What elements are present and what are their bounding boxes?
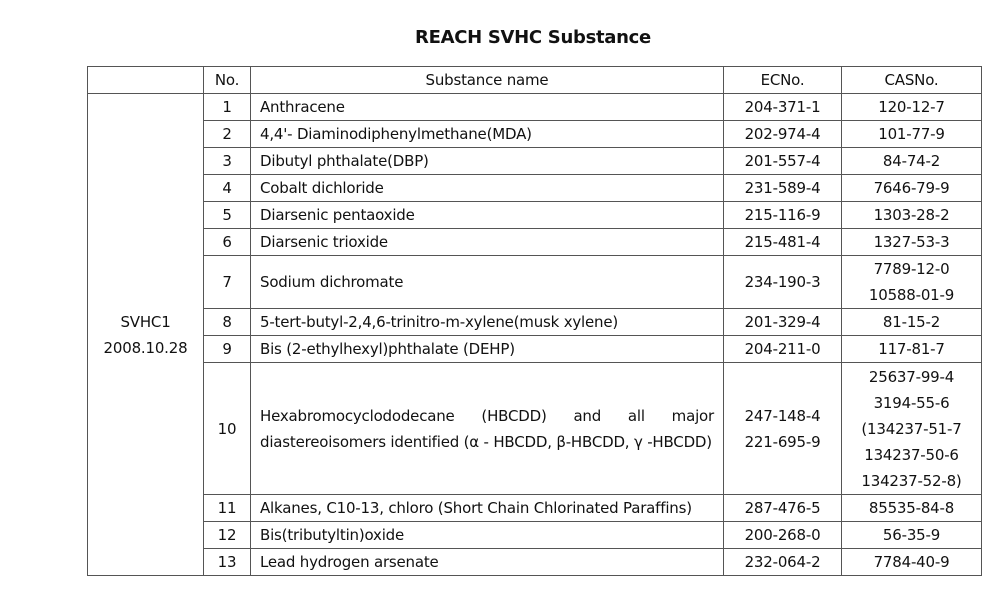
cas-number-cell [842, 202, 982, 229]
ec-number-cell [724, 363, 842, 495]
document-title: REACH SVHC Substance [415, 27, 651, 48]
ec-number-cell [724, 549, 842, 576]
row-number: 10 [204, 363, 251, 495]
substance-name: 4,4'- Diaminodiphenylmethane(MDA) [251, 121, 724, 148]
cas-number: 85535-84-8 [868, 499, 955, 517]
ec-number: 232-064-2 [744, 553, 821, 571]
cas-number: 134237-50-6 [864, 445, 959, 464]
table-row [88, 309, 982, 336]
ec-number: 201-557-4 [744, 152, 821, 170]
table-row [88, 336, 982, 363]
row-number: 7 [204, 256, 251, 309]
cas-number-cell [842, 256, 982, 309]
row-number: 3 [204, 148, 251, 175]
substance-name: Diarsenic trioxide [251, 229, 724, 256]
table-row [88, 363, 982, 495]
table-row [88, 495, 982, 522]
ec-number: 215-481-4 [744, 233, 821, 251]
cas-number: 7646-79-9 [873, 179, 950, 197]
table-row [88, 522, 982, 549]
cas-number-cell [842, 363, 982, 495]
cas-number-cell [842, 175, 982, 202]
row-number: 8 [204, 309, 251, 336]
ec-number: 231-589-4 [744, 179, 821, 197]
header-ec-no: ECNo. [724, 67, 842, 94]
ec-number: 215-116-9 [744, 206, 821, 224]
substance-name: Lead hydrogen arsenate [251, 549, 724, 576]
cas-number-cell [842, 121, 982, 148]
cas-number-cell [842, 549, 982, 576]
row-number: 5 [204, 202, 251, 229]
substance-name: Sodium dichromate [251, 256, 724, 309]
table-row [88, 148, 982, 175]
ec-number-cell [724, 202, 842, 229]
header-no: No. [204, 67, 251, 94]
ec-number-cell [724, 148, 842, 175]
row-number: 9 [204, 336, 251, 363]
row-number: 4 [204, 175, 251, 202]
ec-number-cell [724, 94, 842, 121]
ec-number: 221-695-9 [744, 432, 821, 451]
cas-number: 134237-52-8) [861, 471, 962, 490]
svhc-group-date: 2008.10.28 [103, 338, 188, 357]
cas-number: 25637-99-4 [868, 367, 955, 386]
cas-number-cell [842, 336, 982, 363]
ec-number: 204-211-0 [744, 340, 821, 358]
ec-number: 287-476-5 [744, 499, 821, 517]
ec-number-cell [724, 309, 842, 336]
substance-name: 5-tert-butyl-2,4,6-trinitro-m-xylene(musk xylene) [251, 309, 724, 336]
row-number: 13 [204, 549, 251, 576]
cas-number: 1327-53-3 [873, 233, 950, 251]
svhc-substance-table [87, 66, 982, 576]
table-row [88, 549, 982, 576]
substance-name: Alkanes, C10-13, chloro (Short Chain Chlorinated Paraffins) [251, 495, 724, 522]
substance-name: Diarsenic pentaoxide [251, 202, 724, 229]
substance-name: Bis(tributyltin)oxide [251, 522, 724, 549]
substance-name: Cobalt dichloride [251, 175, 724, 202]
substance-name: Bis (2-ethylhexyl)phthalate (DEHP) [251, 336, 724, 363]
svhc-group-name: SVHC1 [120, 312, 171, 331]
header-cas-no: CASNo. [842, 67, 982, 94]
cas-number: 117-81-7 [878, 340, 945, 358]
cas-number-cell [842, 229, 982, 256]
row-number: 12 [204, 522, 251, 549]
cas-number: 3194-55-6 [873, 393, 950, 412]
ec-number: 202-974-4 [744, 125, 821, 143]
table-row [88, 229, 982, 256]
header-substance-name: Substance name [251, 67, 724, 94]
ec-number-cell [724, 495, 842, 522]
ec-number-cell [724, 522, 842, 549]
cas-number: 56-35-9 [882, 526, 941, 544]
cas-number-cell [842, 309, 982, 336]
ec-number: 200-268-0 [744, 526, 821, 544]
cas-number: 1303-28-2 [873, 206, 950, 224]
cas-number: 7789-12-0 [873, 260, 950, 278]
ec-number: 247-148-4 [744, 406, 821, 425]
substance-name: Anthracene [251, 94, 724, 121]
cas-number: 81-15-2 [882, 313, 941, 331]
ec-number-cell [724, 229, 842, 256]
cas-number: 120-12-7 [878, 98, 945, 116]
row-number: 6 [204, 229, 251, 256]
ec-number: 234-190-3 [744, 273, 821, 291]
row-number: 2 [204, 121, 251, 148]
cas-number: 101-77-9 [878, 125, 945, 143]
table-row [88, 175, 982, 202]
ec-number: 204-371-1 [744, 98, 821, 116]
cas-number-cell [842, 522, 982, 549]
cas-number-cell [842, 148, 982, 175]
cas-number: 7784-40-9 [873, 553, 950, 571]
table-row [88, 256, 982, 309]
cas-number: (134237-51-7 [861, 419, 962, 438]
row-number: 1 [204, 94, 251, 121]
row-number: 11 [204, 495, 251, 522]
ec-number: 201-329-4 [744, 313, 821, 331]
ec-number-cell [724, 121, 842, 148]
table-row [88, 94, 982, 121]
substance-name: Dibutyl phthalate(DBP) [251, 148, 724, 175]
cas-number-cell [842, 495, 982, 522]
ec-number-cell [724, 336, 842, 363]
svhc-group-cell [88, 94, 204, 576]
table-row [88, 202, 982, 229]
cas-number-cell [842, 94, 982, 121]
substance-name: Hexabromocyclododecane (HBCDD) and all major diastereoisomers identified (α - HBCDD, β-HBCDD, γ -HBCDD) [251, 363, 724, 495]
table-row [88, 121, 982, 148]
ec-number-cell [724, 256, 842, 309]
table-header-row [88, 67, 982, 94]
cas-number: 84-74-2 [882, 152, 941, 170]
ec-number-cell [724, 175, 842, 202]
header-group [88, 67, 204, 94]
cas-number: 10588-01-9 [868, 286, 955, 304]
